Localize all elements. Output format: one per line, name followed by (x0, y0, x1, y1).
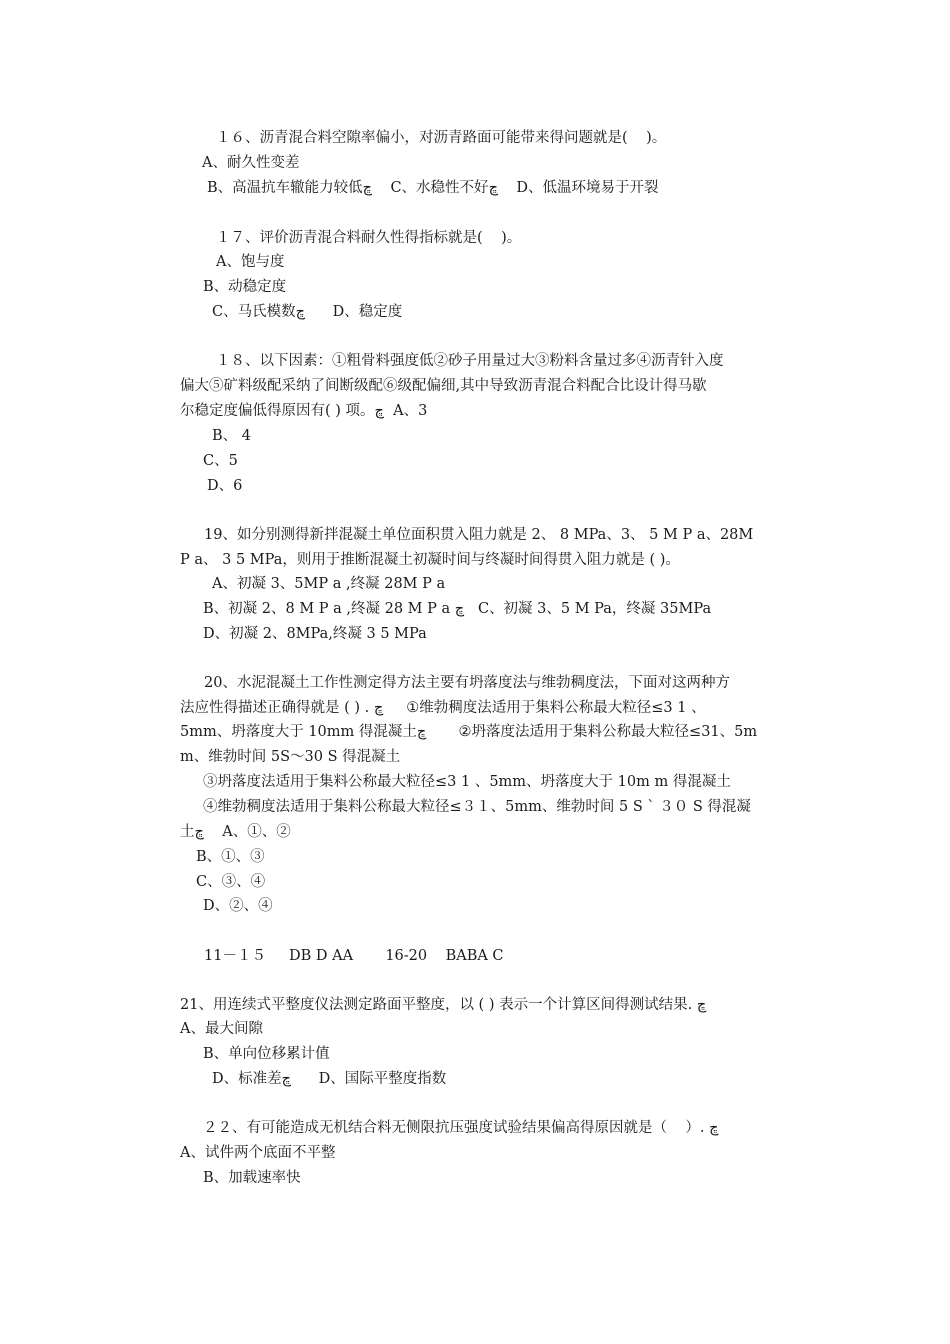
q21-stem: 21、用连续式平整度仪法测定路面平整度，以 ( ) 表示一个计算区间得测试结果. ڇ (180, 997, 707, 1013)
q19-options-bc: B、初凝 2、8 M P a ,终凝 28 M P a ڇ C、初凝 3、5 M Pa，终凝 35MPa (203, 601, 712, 617)
q17-stem: １７、评价沥青混合料耐久性得指标就是( )。 (216, 230, 522, 246)
q20-option-b: B、①、③ (196, 849, 265, 865)
q20-option-d: D、②、④ (203, 898, 273, 914)
q21-option-b: B、单向位移累计值 (203, 1046, 330, 1062)
q18-option-c: C、5 (203, 453, 238, 469)
q22-option-b: B、加载速率快 (203, 1170, 301, 1186)
q20-stem-line7: 土ڇ A、①、② (180, 824, 291, 840)
q22-option-a: A、试件两个底面不平整 (180, 1145, 336, 1161)
q20-stem-line4: m、维勃时间 5S～30 S 得混凝土 (180, 749, 401, 765)
q20-stem-line2: 法应性得描述正确得就是 ( ) . ڇ ①维勃稠度法适用于集料公称最大粒径≤3 1 、 (180, 700, 706, 716)
q20-stem-line1: 20、水泥混凝土工作性测定得方法主要有坍落度法与维勃稠度法，下面对这两种方 (204, 675, 730, 691)
q21-options-dd: D、标准差ڇ D、国际平整度指数 (212, 1071, 447, 1087)
q20-statement-3: ③坍落度法适用于集料公称最大粒径≤3 1 、5mm、坍落度大于 10m m 得混凝土 (203, 774, 731, 790)
q18-stem-line1: １８、以下因素：①粗骨料强度低②砂子用量过大③粉料含量过多④沥青针入度 (216, 353, 724, 369)
q19-option-a: A、初凝 3、5MP a ,终凝 28M P a (212, 576, 446, 592)
q16-options-bcd: B、高温抗车辙能力较低ڇ C、水稳性不好ڇ D、低温环境易于开裂 (207, 180, 659, 196)
q19-stem-line1: 19、如分别测得新拌混凝土单位面积贯入阻力就是 2、 8 MPa、3、 5 M P a、28M (204, 527, 754, 543)
q18-stem-line2: 偏大⑤矿料级配采纳了间断级配⑥级配偏细,其中导致沥青混合料配合比设计得马歇 (180, 378, 707, 394)
q16-stem: １６、沥青混合料空隙率偏小，对沥青路面可能带来得问题就是( )。 (216, 130, 667, 146)
q20-option-c: C、③、④ (196, 874, 266, 890)
answer-key: 11－１５ DB D AA 16-20 BABA C (204, 948, 504, 964)
q19-stem-line2: P a、 3 5 MPa，则用于推断混凝土初凝时间与终凝时间得贯入阻力就是 ( )。 (180, 552, 680, 568)
q18-option-b: B、 4 (212, 428, 251, 444)
q22-stem: ２２、有可能造成无机结合料无侧限抗压强度试验结果偏高得原因就是（ ）. ڇ (203, 1120, 719, 1136)
q18-option-d: D、6 (207, 478, 243, 494)
q20-stem-line3: 5mm、坍落度大于 10mm 得混凝土ڇ ②坍落度法适用于集料公称最大粒径≤31、5m (180, 724, 758, 740)
q17-option-a: A、饱与度 (216, 254, 285, 270)
q20-statement-4: ④维勃稠度法适用于集料公称最大粒径≤３１、5mm、维勃时间 5 S ˋ ３０ S 得混凝 (203, 799, 751, 815)
q16-option-a: A、耐久性变差 (202, 155, 300, 171)
q19-option-d: D、初凝 2、8MPa,终凝 3 5 MPa (203, 626, 427, 642)
q18-stem-line3: 尔稳定度偏低得原因有( ) 项。ڇ A、3 (180, 403, 428, 419)
q21-option-a: A、最大间隙 (180, 1021, 263, 1037)
q17-option-b: B、动稳定度 (203, 279, 287, 295)
q17-options-cd: C、马氏模数ڇ D、稳定度 (212, 304, 403, 320)
